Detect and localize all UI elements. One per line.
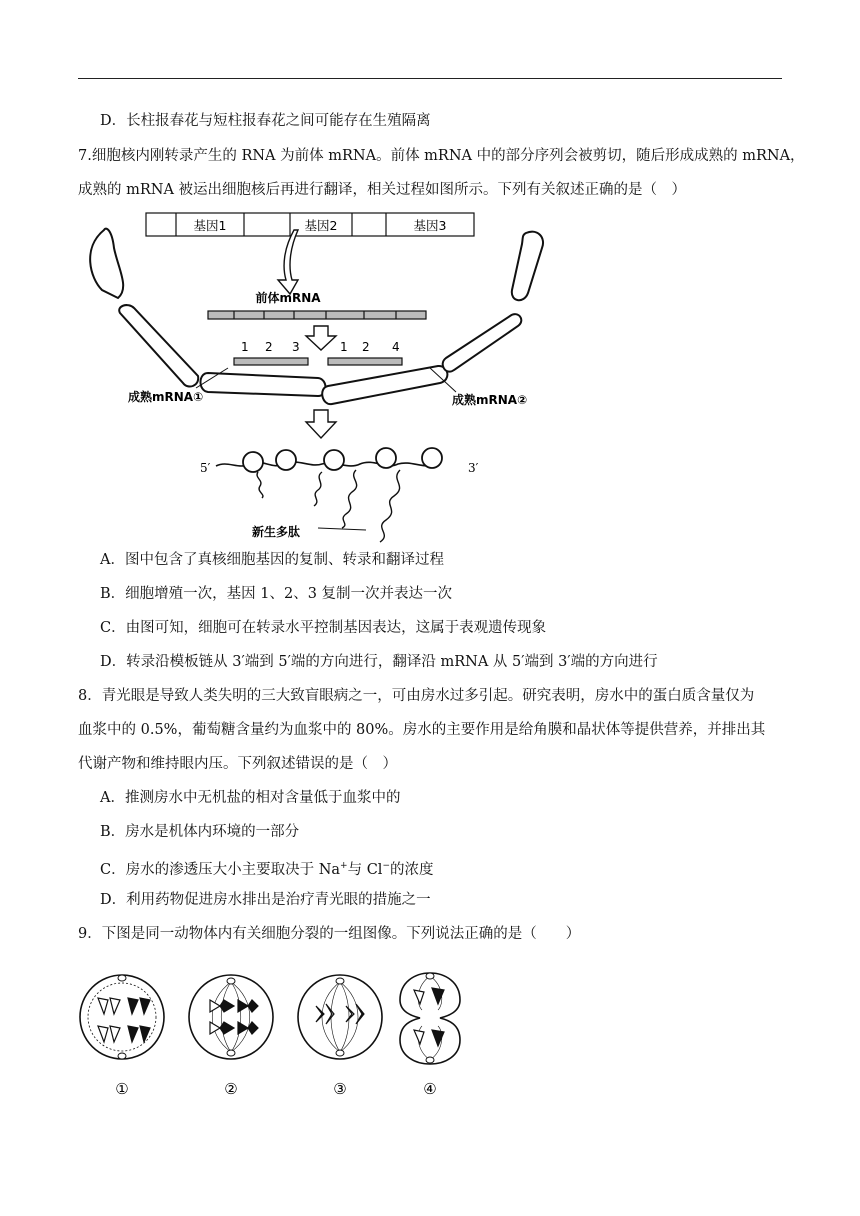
q8-stem-line-3: 代谢产物和维持眼内压。下列叙述错误的是（ ） <box>78 756 397 772</box>
three-prime-label: 3′ <box>468 461 479 475</box>
q8-stem-line-1: 8．青光眼是导致人类失明的三大致盲眼病之一，可由房水过多引起。研究表明，房水中的蛋白质含量仅为 <box>78 688 755 704</box>
left-seg-num-1: 1 <box>241 340 249 354</box>
cell-label-3: ③ <box>333 1080 347 1098</box>
q8-option-b: B．房水是机体内环境的一部分 <box>100 824 300 840</box>
q8-option-d: D．利用药物促进房水排出是治疗青光眼的措施之一 <box>100 892 431 908</box>
q8-option-c-superscript-1: + <box>340 861 348 871</box>
q9-stem: 9．下图是同一动物体内有关细胞分裂的一组图像。下列说法正确的是（ ） <box>78 926 581 942</box>
mature-mrna-2-label: 成熟mRNA② <box>452 393 528 407</box>
cell-division-figure <box>76 960 476 1102</box>
right-seg-num-2: 2 <box>362 340 370 354</box>
q8-option-c-superscript-2: − <box>382 861 390 871</box>
q7-option-c: C．由图可知，细胞可在转录水平控制基因表达，这属于表观遗传现象 <box>100 620 547 636</box>
gene-1-label: 基因1 <box>193 218 227 233</box>
q8-option-c-text-3: 的浓度 <box>389 861 434 878</box>
q8-option-c-text-1: C．房水的渗透压大小主要取决于 Na <box>100 861 341 878</box>
q8-stem-line-2: 血浆中的 0.5%，葡萄糖含量约为血浆中的 80%。房水的主要作用是给角膜和晶状体等提供营养，并排出其 <box>78 722 766 738</box>
cell-label-1: ① <box>115 1080 129 1098</box>
gene-3-label: 基因3 <box>413 218 447 233</box>
q6-option-d: D．长柱报春花与短柱报春花之间可能存在生殖隔离 <box>100 113 431 129</box>
cell-label-2: ② <box>224 1080 238 1098</box>
nascent-polypeptide-label: 新生多肽 <box>252 525 301 539</box>
mature-mrna-1-label: 成熟mRNA① <box>128 390 204 404</box>
q7-option-a: A．图中包含了真核细胞基因的复制、转录和翻译过程 <box>100 552 444 568</box>
gene-2-label: 基因2 <box>304 218 338 233</box>
five-prime-label: 5′ <box>200 461 211 475</box>
q8-option-c-text-2: 与 Cl <box>347 861 383 878</box>
left-seg-num-3: 3 <box>292 340 300 354</box>
q8-option-a: A．推测房水中无机盐的相对含量低于血浆中的 <box>100 790 401 806</box>
right-seg-num-4: 4 <box>392 340 400 354</box>
q8-option-c <box>100 856 433 880</box>
header-rule <box>78 78 782 79</box>
q7-option-d: D．转录沿模板链从 3′端到 5′端的方向进行，翻译沿 mRNA 从 5′端到 3′端的方向进行 <box>100 654 658 670</box>
pre-mrna-label: 前体mRNA <box>255 291 321 305</box>
cell-label-4: ④ <box>423 1080 437 1098</box>
left-seg-num-2: 2 <box>265 340 273 354</box>
mrna-processing-figure <box>78 208 558 548</box>
q7-stem-line-2: 成熟的 mRNA 被运出细胞核后再进行翻译，相关过程如图所示。下列有关叙述正确的是（ ） <box>78 182 687 198</box>
q7-option-b: B．细胞增殖一次，基因 1、2、3 复制一次并表达一次 <box>100 586 453 602</box>
q7-stem-line-1: 7.细胞核内刚转录产生的 RNA 为前体 mRNA。前体 mRNA 中的部分序列会被剪切，随后形成成熟的 mRNA， <box>78 148 805 164</box>
right-seg-num-1: 1 <box>340 340 348 354</box>
